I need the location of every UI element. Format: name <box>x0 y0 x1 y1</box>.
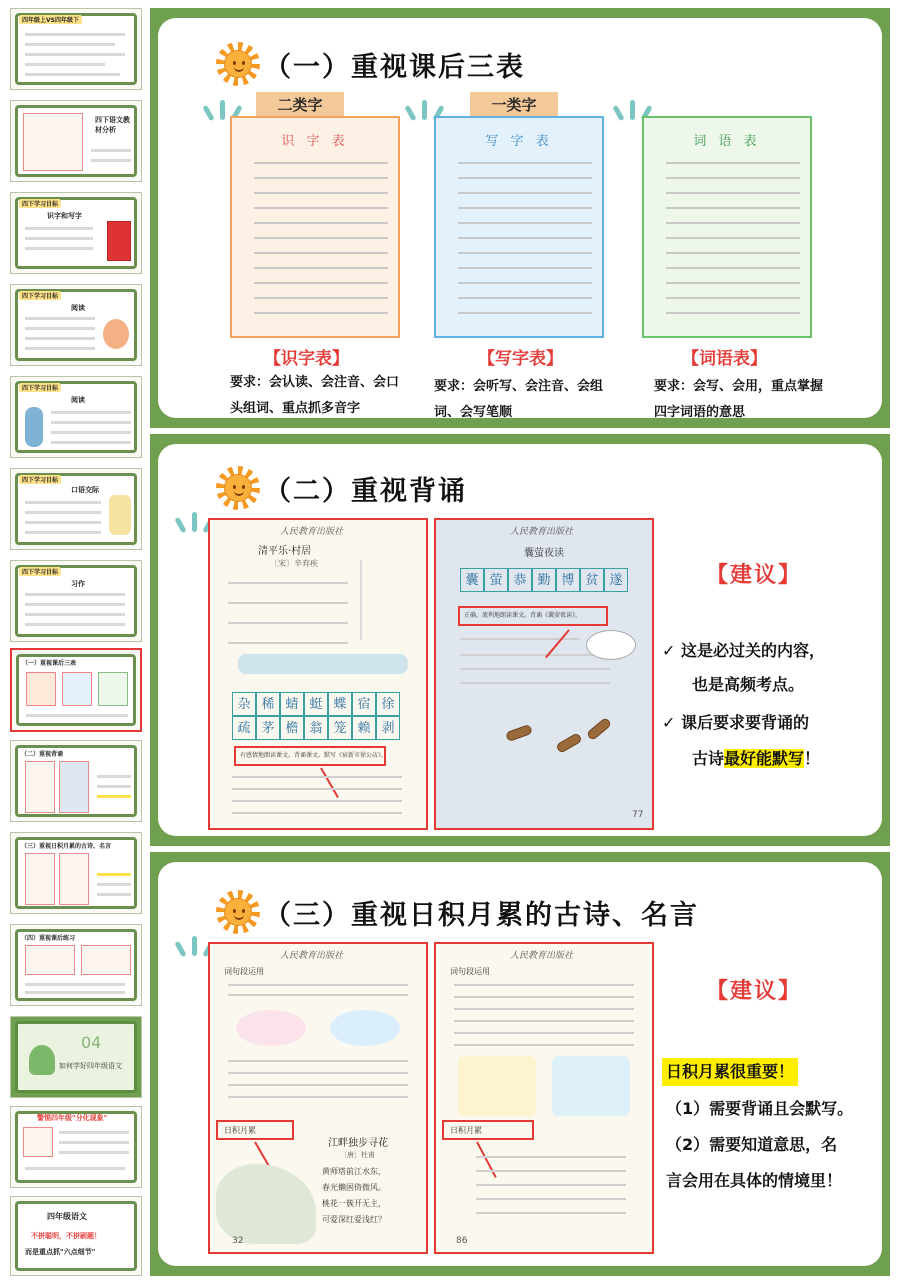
landscape-illustration <box>216 1164 316 1244</box>
char-cell: 宿 <box>352 692 376 716</box>
writing-table-requirement: 要求：会听写、会注音、会组词、会写笔顺 <box>434 379 604 420</box>
table-row <box>458 162 592 164</box>
char-cell: 檐 <box>280 716 304 740</box>
slide-thumbnail-1[interactable] <box>10 8 142 90</box>
literacy-table-requirement: 要求：会认读、会注音、会口头组词、重点抓多音字 <box>230 375 400 416</box>
char-cell: 徐 <box>376 692 400 716</box>
slide-thumbnail-4[interactable]: 四下学习目标 阅读 <box>10 284 142 366</box>
writing-table-name: 【写字表】 <box>478 349 563 369</box>
char-cell: 杂 <box>232 692 256 716</box>
literacy-table-card: 识 字 表 <box>230 116 400 338</box>
table-row <box>666 297 800 299</box>
highlighted-text: 日积月累很重要！ <box>662 1058 798 1086</box>
sun-icon <box>216 42 260 86</box>
table-row <box>254 282 388 284</box>
slide-thumbnail-6[interactable]: 四下学习目标 口语交际 <box>10 468 142 550</box>
table-row <box>458 297 592 299</box>
literacy-table-name: 【识字表】 <box>264 349 349 369</box>
check-icon: ✓ <box>662 641 676 660</box>
suggestion-point-1: （1）需要背诵且会默写。 <box>666 1099 854 1118</box>
slide-thumbnail-14[interactable]: 四年级语文 不拼聪明，不拼刷题！ 而是重点抓"六点细节" <box>10 1196 142 1276</box>
table-row <box>666 312 800 314</box>
table-row <box>666 282 800 284</box>
bamboo-scroll-icon <box>555 732 583 754</box>
table-row <box>254 267 388 269</box>
table-row <box>254 297 388 299</box>
char-cell: 勤 <box>532 568 556 592</box>
slide-thumbnail-8-selected[interactable]: （一）重视课后三表 <box>10 648 142 732</box>
vocabulary-table-name: 【词语表】 <box>682 349 767 369</box>
char-cell: 博 <box>556 568 580 592</box>
suggestion-point-2: （2）需要知道意思，名 <box>666 1135 838 1154</box>
red-arrow-icon <box>320 768 339 798</box>
table-row <box>254 207 388 209</box>
highlighted-text: 最好能默写 <box>724 749 805 768</box>
vocabulary-table-card: 词 语 表 <box>642 116 812 338</box>
table-row <box>254 177 388 179</box>
textbook-page-poem: 人民教育出版社 清平乐·村居 〔宋〕辛弃疾 杂 稀 蜻 蜓 蝶 宿 徐 疏 茅 檐 翁 笼 赖 剥 有感情地朗读课文。背诵课文。默写《宿新市徐公店》。 <box>208 518 428 830</box>
table-row <box>254 237 388 239</box>
splash-decoration-icon <box>178 510 212 540</box>
thumbnail-title: 四年级上VS四年级下 <box>19 15 82 24</box>
table-row <box>458 177 592 179</box>
check-icon: ✓ <box>662 713 676 732</box>
char-cell: 茅 <box>256 716 280 740</box>
char-cell: 囊 <box>460 568 484 592</box>
char-cell: 贫 <box>580 568 604 592</box>
table-row <box>458 282 592 284</box>
slide-section-two: （二）重视背诵 人民教育出版社 清平乐·村居 〔宋〕辛弃疾 杂 稀 蜻 蜓 蝶 宿 徐 疏 茅 檐 翁 笼 赖 剥 有感情地朗读课文。背诵课文。默写《宿新市徐公店》。 人民教育出版社 囊萤夜读 囊 萤 恭 勤 博 贫 遂 正确、流利地朗读课文。背诵《囊萤夜读》。 77 【建议】 ✓ 这是必过关的内容， 也是高频考点。 ✓ 课后要求要背诵的 古诗最好能默写！ <box>150 434 890 846</box>
slide-thumbnail-10[interactable]: （三）重视日积月累的古诗、名言 <box>10 832 142 914</box>
slide-thumbnail-rail <box>0 0 150 1286</box>
writing-table-card: 写 字 表 <box>434 116 604 338</box>
table-row <box>666 177 800 179</box>
char-cell: 蝶 <box>328 692 352 716</box>
vocabulary-table-requirement: 要求：会写、会用，重点掌握四字词语的意思 <box>654 379 824 420</box>
suggestion-point-1: ✓ 这是必过关的内容， <box>662 641 825 660</box>
table-row <box>458 312 592 314</box>
table-row <box>254 192 388 194</box>
splash-decoration-icon <box>178 934 212 964</box>
table-row <box>666 252 800 254</box>
table-row <box>666 192 800 194</box>
section-one-heading: （一）重视课后三表 <box>216 42 525 86</box>
plant-icon <box>29 1045 55 1075</box>
section-three-heading: （三）重视日积月累的古诗、名言 <box>216 890 699 934</box>
table-row <box>254 162 388 164</box>
char-cell: 翁 <box>304 716 328 740</box>
char-cell: 笼 <box>328 716 352 740</box>
table-row <box>666 162 800 164</box>
slide-section-one <box>150 8 890 428</box>
suggestion-title: 【建议】 <box>706 563 803 588</box>
slide-thumbnail-3[interactable]: 四下学习目标 识字和写字 <box>10 192 142 274</box>
char-cell: 稀 <box>256 692 280 716</box>
textbook-page-lesson: 人民教育出版社 囊萤夜读 囊 萤 恭 勤 博 贫 遂 正确、流利地朗读课文。背诵《囊萤夜读》。 77 <box>434 518 654 830</box>
slide-section-three: （三）重视日积月累的古诗、名言 人民教育出版社 词句段运用 日积月累 江畔独步寻花 〔唐〕杜甫 黄师塔前江水东， 春光懒困倚微风。 桃花一簇开无主， 可爱深红爱浅红？ 32 人民教育出版社 词句段运用 日积月累 86 【建议】 日积月累很重要！ （1）需要背诵且会默写。 （2）需要知道意思，名 言会用在具体的情境里！ <box>150 852 890 1276</box>
table-row <box>666 267 800 269</box>
table-row <box>458 192 592 194</box>
slide-thumbnail-12[interactable]: 04 如何学好四年级语文 <box>10 1016 142 1098</box>
suggestion-title: 【建议】 <box>706 979 803 1004</box>
char-cell: 遂 <box>604 568 628 592</box>
char-cell: 剥 <box>376 716 400 740</box>
table-row <box>458 237 592 239</box>
table-row <box>458 207 592 209</box>
slide-thumbnail-7[interactable]: 四下学习目标 习作 <box>10 560 142 642</box>
slide-thumbnail-9[interactable]: （二）重视背诵 <box>10 740 142 822</box>
table-row <box>666 237 800 239</box>
slide-thumbnail-5[interactable]: 四下学习目标 阅读 <box>10 376 142 458</box>
textbook-page-accumulation-2: 人民教育出版社 词句段运用 日积月累 86 <box>434 942 654 1254</box>
table-row <box>254 312 388 314</box>
table-row <box>666 222 800 224</box>
char-cell: 蜓 <box>304 692 328 716</box>
sun-icon <box>216 890 260 934</box>
char-cell: 赖 <box>352 716 376 740</box>
table-row <box>666 207 800 209</box>
table-row <box>254 252 388 254</box>
char-cell: 疏 <box>232 716 256 740</box>
sun-icon <box>216 466 260 510</box>
slide-thumbnail-11[interactable]: （四）重视课后练习 <box>10 924 142 1006</box>
textbook-page-accumulation-1: 人民教育出版社 词句段运用 日积月累 江畔独步寻花 〔唐〕杜甫 黄师塔前江水东， 春光懒困倚微风。 桃花一簇开无主， 可爱深红爱浅红？ 32 <box>208 942 428 1254</box>
slide-thumbnail-2[interactable]: 四下语文教材分析 <box>10 100 142 182</box>
char-cell: 蜻 <box>280 692 304 716</box>
bamboo-scroll-icon <box>586 717 612 741</box>
slide-thumbnail-13[interactable]: 警惕四年级"分化现象" <box>10 1106 142 1188</box>
char-cell: 萤 <box>484 568 508 592</box>
speech-bubble <box>586 630 636 660</box>
table-row <box>458 222 592 224</box>
suggestion-point-2: ✓ 课后要求要背诵的 <box>662 713 809 732</box>
tag-first-class-chars: 一类字 <box>470 92 558 118</box>
section-two-heading: （二）重视背诵 <box>216 466 467 510</box>
table-row <box>254 222 388 224</box>
bamboo-scroll-icon <box>505 724 533 742</box>
red-arrow-icon <box>476 1142 497 1178</box>
table-row <box>458 252 592 254</box>
char-cell: 恭 <box>508 568 532 592</box>
table-row <box>458 267 592 269</box>
tag-second-class-chars: 二类字 <box>256 92 344 118</box>
